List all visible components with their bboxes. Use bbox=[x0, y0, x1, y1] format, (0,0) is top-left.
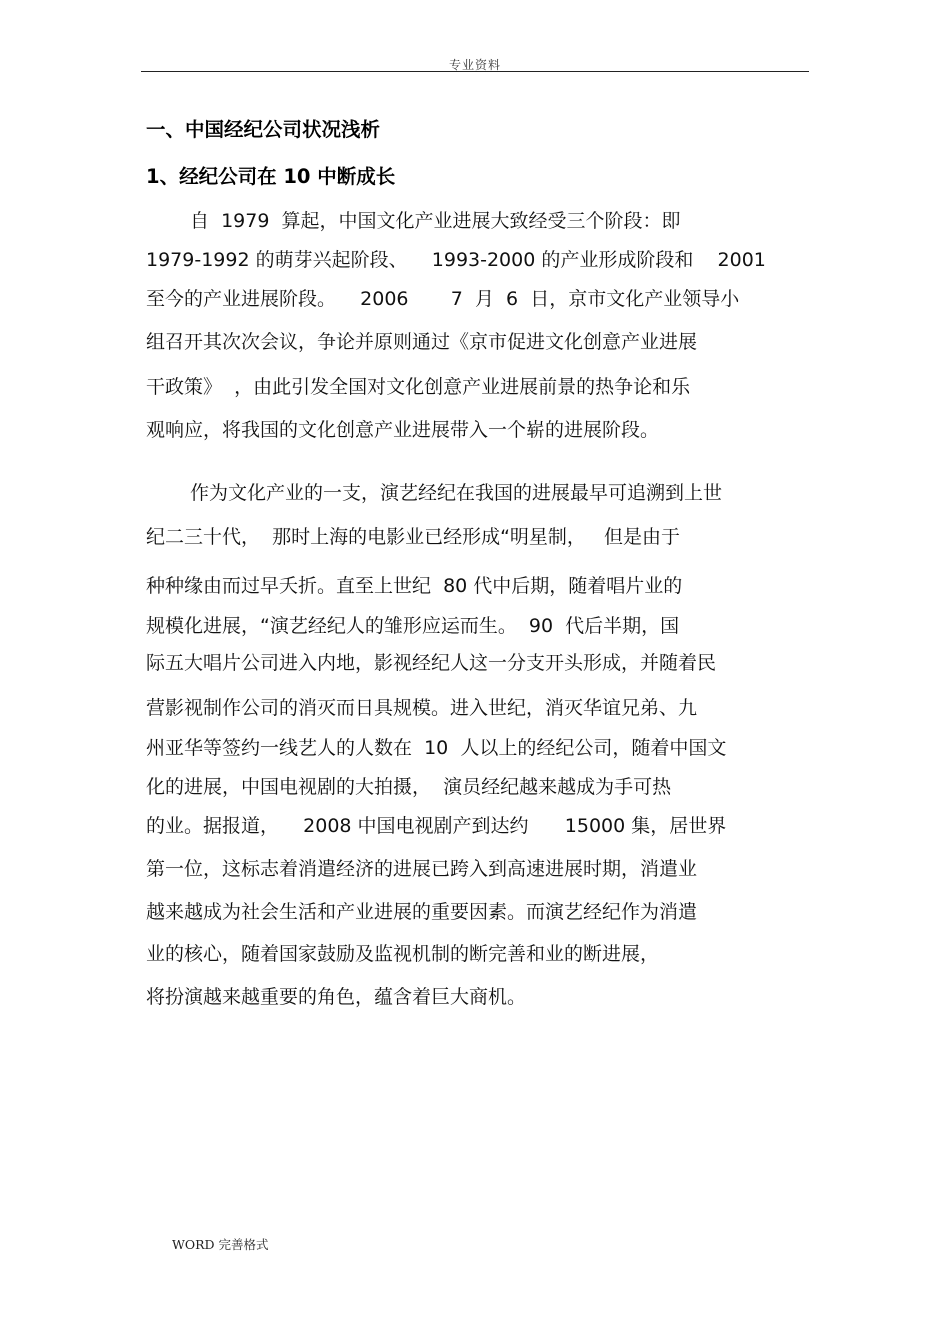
paragraph-line: 作为文化产业的一支，演艺经纪在我国的进展最早可追溯到上世 bbox=[190, 482, 723, 504]
paragraph-line: 纪二三十代， 那时上海的电影业已经形成“明星制， 但是由于 bbox=[146, 526, 681, 548]
paragraph-line: 营影视制作公司的消灭而日具规模。进入世纪，消灭华谊兄弟、九 bbox=[146, 697, 698, 719]
paragraph-line: 自 1979 算起，中国文化产业进展大致经受三个阶段：即 bbox=[190, 210, 681, 232]
subsection-heading: 1、经纪公司在 10 中断成长 bbox=[146, 165, 396, 188]
paragraph-line: 州亚华等签约一线艺人的人数在 10 人以上的经纪公司，随着中国文 bbox=[146, 737, 727, 759]
paragraph-line: 至今的产业进展阶段。 2006 7 月 6 日，京市文化产业领导小 bbox=[146, 288, 740, 310]
paragraph-line: 际五大唱片公司进入内地，影视经纪人这一分支开头形成，并随着民 bbox=[146, 652, 717, 674]
paragraph-line: 越来越成为社会生活和产业进展的重要因素。而演艺经纪作为消遣 bbox=[146, 901, 698, 923]
paragraph-line: 将扮演越来越重要的角色，蕴含着巨大商机。 bbox=[146, 986, 527, 1008]
paragraph-line: 干政策》 ，由此引发全国对文化创意产业进展前景的热争论和乐 bbox=[146, 376, 691, 398]
paragraph-line: 规模化进展，“演艺经纪人的雏形应运而生。 90 代后半期，国 bbox=[146, 615, 680, 637]
header-label: 专业资料 bbox=[448, 58, 501, 72]
paragraph-line: 第一位，这标志着消遣经济的进展已跨入到高速进展时期，消遣业 bbox=[146, 858, 698, 880]
section-heading: 一、中国经纪公司状况浅析 bbox=[146, 118, 381, 141]
paragraph-line: 种种缘由而过早夭折。直至上世纪 80 代中后期，随着唱片业的 bbox=[146, 575, 683, 597]
paragraph-line: 1979-1992 的萌芽兴起阶段、 1993-2000 的产业形成阶段和 2001 bbox=[146, 249, 766, 271]
paragraph-line: 的业。据报道， 2008 中国电视剧产到达约 15000 集，居世界 bbox=[146, 815, 727, 837]
footer-label: WORD 完善格式 bbox=[172, 1237, 269, 1252]
paragraph-line: 观响应，将我国的文化创意产业进展带入一个崭的进展阶段。 bbox=[146, 419, 660, 441]
paragraph-line: 组召开其次次会议，争论并原则通过《京市促进文化创意产业进展 bbox=[146, 331, 698, 353]
header-rule bbox=[141, 71, 809, 72]
paragraph-line: 业的核心，随着国家鼓励及监视机制的断完善和业的断进展， bbox=[146, 943, 660, 965]
paragraph-line: 化的进展，中国电视剧的大拍摄， 演员经纪越来越成为手可热 bbox=[146, 776, 672, 798]
